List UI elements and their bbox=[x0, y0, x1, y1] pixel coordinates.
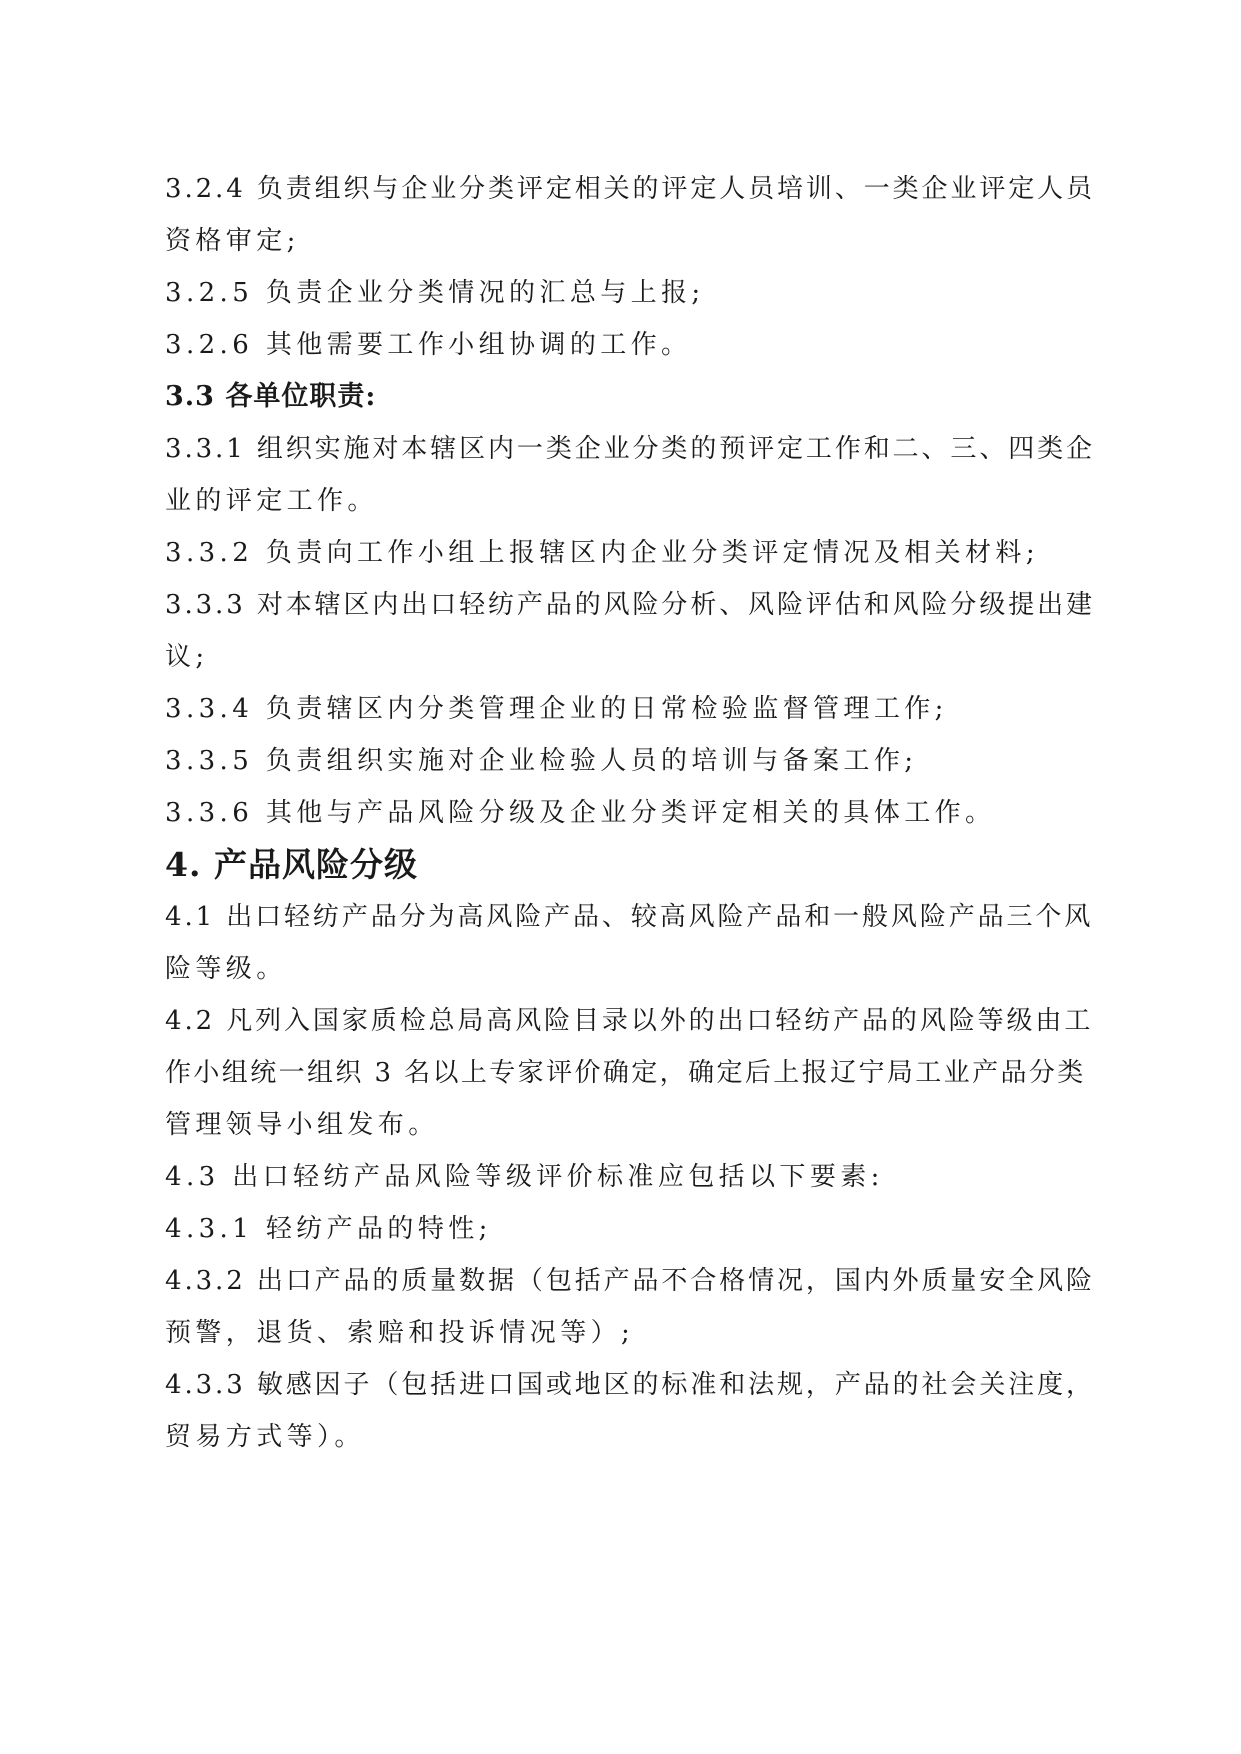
clause-4-3-2-line-2: 预警，退货、索赔和投诉情况等）; bbox=[165, 1318, 635, 1348]
clause-4-1-line-2: 险等级。 bbox=[165, 954, 287, 984]
clause-4-2-line-1: 4.2 凡列入国家质检总局高风险目录以外的出口轻纺产品的风险等级由工 bbox=[165, 1006, 1094, 1036]
clause-4-2-line-2: 作小组统一组织 3 名以上专家评价确定，确定后上报辽宁局工业产品分类 bbox=[165, 1058, 1086, 1088]
clause-3-2-4-line-1: 3.2.4 负责组织与企业分类评定相关的评定人员培训、一类企业评定人员 bbox=[165, 174, 1095, 204]
clause-4-3-3-line-1: 4.3.3 敏感因子（包括进口国或地区的标准和法规，产品的社会关注度， bbox=[165, 1370, 1095, 1400]
clause-3-3-6: 3.3.6 其他与产品风险分级及企业分类评定相关的具体工作。 bbox=[165, 798, 996, 828]
clause-3-3-3-line-1: 3.3.3 对本辖区内出口轻纺产品的风险分析、风险评估和风险分级提出建 bbox=[165, 590, 1095, 620]
clause-3-3-4: 3.3.4 负责辖区内分类管理企业的日常检验监督管理工作; bbox=[165, 694, 948, 724]
section-heading-3-3: 3.3 各单位职责: bbox=[165, 381, 377, 412]
clause-3-2-5: 3.2.5 负责企业分类情况的汇总与上报; bbox=[165, 278, 705, 308]
clause-4-3-3-line-2: 贸易方式等）。 bbox=[165, 1422, 365, 1452]
clause-3-2-6: 3.2.6 其他需要工作小组协调的工作。 bbox=[165, 330, 692, 360]
section-heading-4: 4. 产品风险分级 bbox=[165, 845, 418, 884]
clause-4-3-1: 4.3.1 轻纺产品的特性; bbox=[165, 1214, 492, 1244]
clause-4-2-line-3: 管理领导小组发布。 bbox=[165, 1110, 439, 1140]
clause-4-3: 4.3 出口轻纺产品风险等级评价标准应包括以下要素: bbox=[165, 1162, 884, 1192]
clause-3-2-4-line-2: 资格审定; bbox=[165, 226, 300, 256]
clause-3-3-5: 3.3.5 负责组织实施对企业检验人员的培训与备案工作; bbox=[165, 746, 918, 776]
clause-4-1-line-1: 4.1 出口轻纺产品分为高风险产品、较高风险产品和一般风险产品三个风 bbox=[165, 902, 1094, 932]
clause-3-3-1-line-2: 业的评定工作。 bbox=[165, 486, 378, 516]
clause-3-3-1-line-1: 3.3.1 组织实施对本辖区内一类企业分类的预评定工作和二、三、四类企 bbox=[165, 434, 1095, 464]
clause-4-3-2-line-1: 4.3.2 出口产品的质量数据（包括产品不合格情况，国内外质量安全风险 bbox=[165, 1266, 1095, 1296]
clause-3-3-3-line-2: 议; bbox=[165, 642, 209, 672]
clause-3-3-2: 3.3.2 负责向工作小组上报辖区内企业分类评定情况及相关材料; bbox=[165, 538, 1039, 568]
